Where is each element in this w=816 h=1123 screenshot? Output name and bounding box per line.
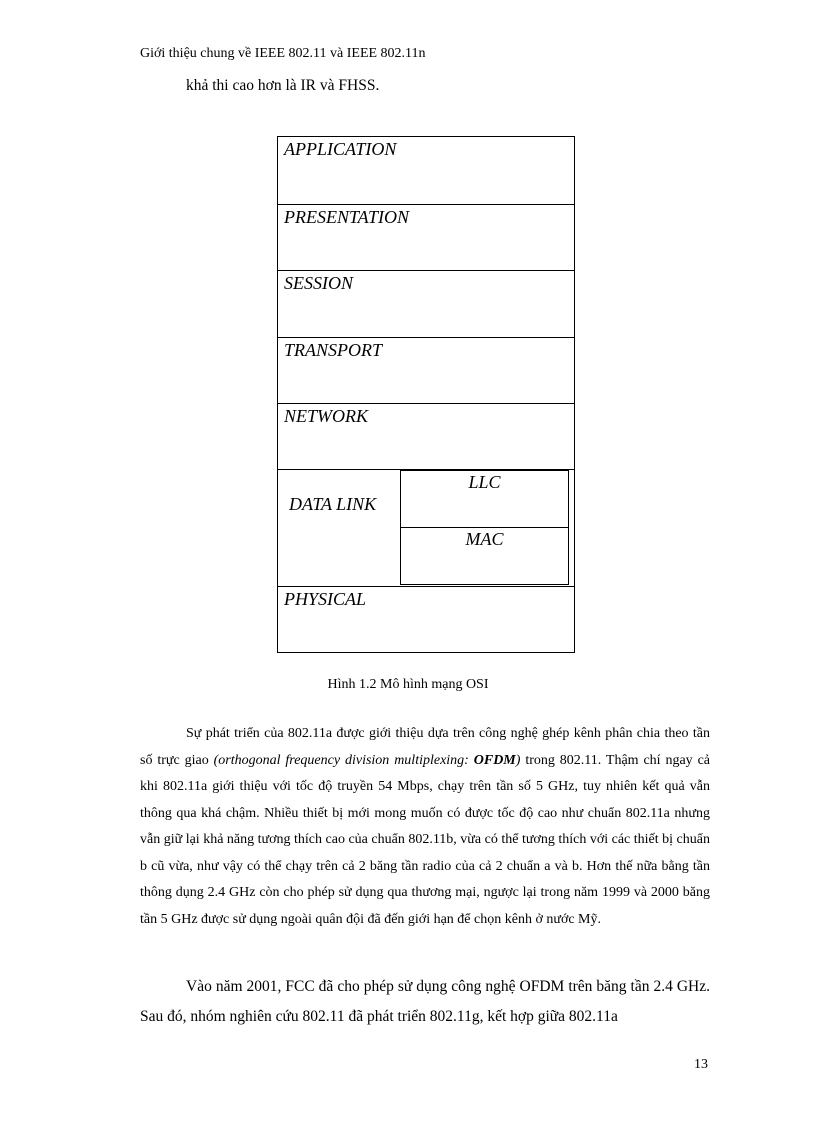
paragraph-text: trong 802.11. Thậm chí ngay cả khi 802.11a giới thiệu với tốc độ truyền 54 Mbps, chạy trên tần số 5 GHz, tuy nhiên kết quả vẫn thông qua khá chậm. Nhiều thiết bị mới mong muốn có được tốc độ cao như chuẩn 802.11a nhưng vẫn giữ lại khả năng tương thích cao của chuẩn 802.11b, vừa có thể tương thích với các thiết bị chuẩn b cũ vừa, như vậy có thể chạy trên cả 2 băng tần radio của cả 2 chuẩn a và b. Hơn thế nữa bằng tần thông dụng 2.4 GHz còn cho phép sử dụng qua thương mại, ngược lại trong năm 1999 và 2000 băng tần 5 GHz được sử dụng ngoài quân đội đã đến giới hạn để chọn kênh ở nước Mỹ. bbox=[140, 752, 711, 927]
osi-model-diagram bbox=[277, 136, 575, 653]
italic-text: (orthogonal frequency division multiplexing: bbox=[213, 752, 474, 768]
layer-label: APPLICATION bbox=[284, 139, 397, 159]
ofdm-term bbox=[214, 753, 521, 768]
intro-line: khả thi cao hơn là IR và FHSS. bbox=[186, 77, 380, 94]
paragraph-1 bbox=[140, 721, 710, 933]
layer-label: SESSION bbox=[284, 273, 353, 293]
sublayer-mac bbox=[400, 527, 569, 585]
layer-datalink bbox=[278, 470, 574, 587]
layer-presentation bbox=[278, 205, 574, 271]
layer-physical bbox=[278, 587, 574, 652]
layer-label: NETWORK bbox=[284, 406, 369, 426]
layer-label: PHYSICAL bbox=[284, 589, 367, 609]
italic-text: ) bbox=[515, 752, 521, 768]
running-header: Giới thiệu chung về IEEE 802.11 và IEEE 802.11n bbox=[140, 46, 426, 61]
layer-application bbox=[278, 137, 574, 205]
sublayer-label: MAC bbox=[465, 529, 504, 549]
sublayer-llc bbox=[400, 470, 569, 528]
figure-caption: Hình 1.2 Mô hình mạng OSI bbox=[327, 677, 489, 692]
layer-transport bbox=[278, 338, 574, 404]
paragraph-2: Vào năm 2001, FCC đã cho phép sử dụng công nghệ OFDM trên băng tần 2.4 GHz. Sau đó, nhóm nghiên cứu 802.11 đã phát triển 802.11g, kết hợp giữa 802.11a bbox=[140, 978, 710, 1025]
bold-text: OFDM bbox=[473, 752, 516, 768]
layer-network bbox=[278, 404, 574, 470]
page-number: 13 bbox=[694, 1057, 708, 1072]
datalink-label: DATA LINK bbox=[289, 494, 377, 514]
layer-session bbox=[278, 271, 574, 338]
layer-label: TRANSPORT bbox=[284, 340, 383, 360]
sublayer-label: LLC bbox=[468, 472, 501, 492]
paragraph-text: Sự phát triển của 802.11a được giới thiệu dựa trên công nghệ ghép kênh phân chia theo tần số trực giao bbox=[140, 726, 710, 768]
layer-label: PRESENTATION bbox=[284, 207, 409, 227]
